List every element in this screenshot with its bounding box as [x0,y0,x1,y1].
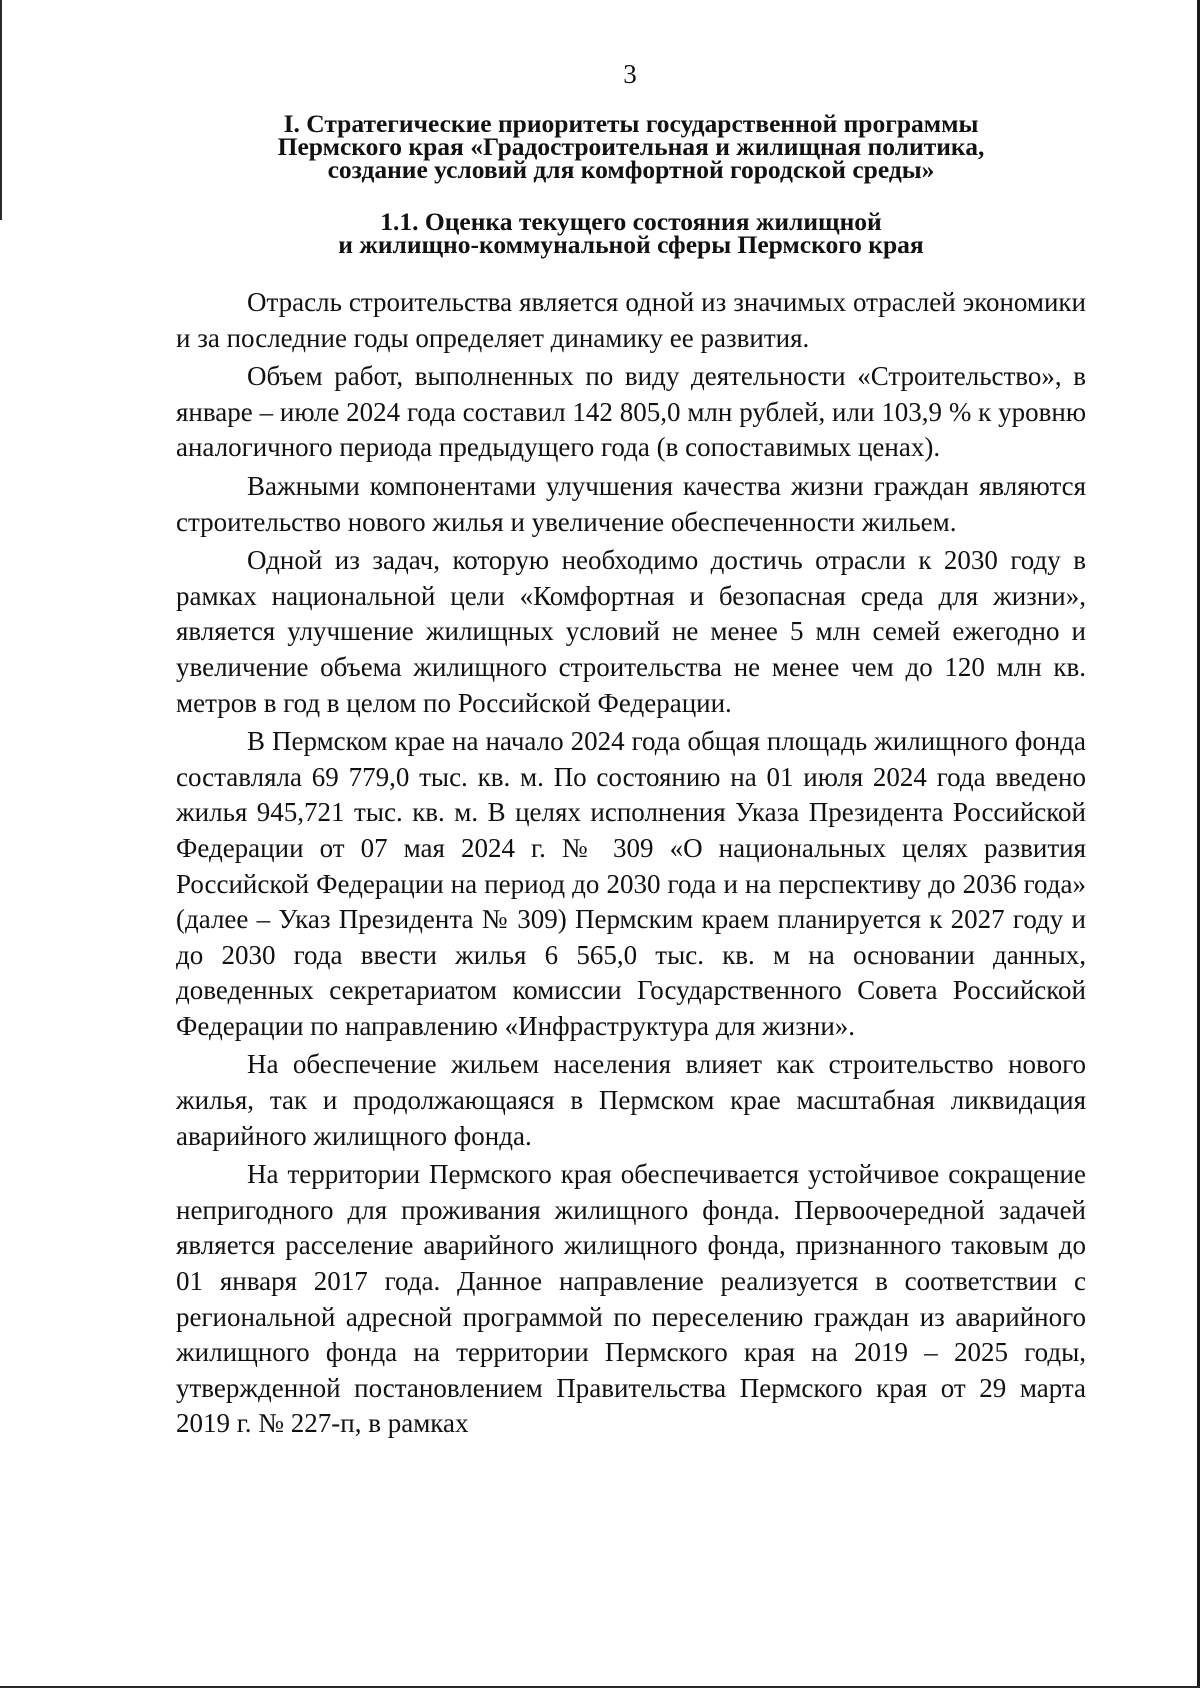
paragraph: На территории Пермского края обеспечивается устойчивое сокращение непригодного для проживания жилищного фонда. Первоочередной задачей является расселение аварийного жилищного фонда, признанного таковым до 01 января 2017 года. Данное направление реализуется в соответствии с региональной адресной программой по переселению граждан из аварийного жилищного фонда на территории Пермского края на 2019 – 2025 годы, утвержденной постановлением Правительства Пермского края от 29 марта 2019 г. № 227-п, в рамках [176,1159,1086,1439]
paragraph: Объем работ, выполненных по виду деятельности «Строительство», в январе – июле 2024 года составил 142 805,0 млн рублей, или 103,9 % к уровню аналогичного периода предыдущего года (в сопоставимых ценах). [176,361,1086,463]
body-text [176,285,1086,1442]
subsection-heading [176,207,1086,259]
scan-border-left [0,0,2,220]
headings-block [176,109,1086,259]
section-heading [176,109,1086,184]
subsection-heading-line: и жилищно-коммунальной сферы Пермского края [338,230,924,259]
page-number: 3 [623,59,637,89]
paragraph: На обеспечение жильем населения влияет как строительство нового жилья, так и продолжающаяся в Пермском крае масштабная ликвидация аварийного жилищного фонда. [176,1049,1086,1151]
paragraph: Одной из задач, которую необходимо достичь отрасли к 2030 году в рамках национальной цели «Комфортная и безопасная среда для жизни», является улучшение жилищных условий не менее 5 млн семей ежегодно и увеличение объема жилищного строительства не менее чем до 120 млн кв. метров в год в целом по Российской Федерации. [176,545,1086,718]
section-heading-line: I. Стратегические приоритеты государственной программы [283,109,979,138]
subsection-heading-line: 1.1. Оценка текущего состояния жилищной [380,207,882,236]
section-heading-line: Пермского края «Градостроительная и жилищная политика, [277,132,985,161]
section-heading-line: создание условий для комфортной городской среды» [327,155,935,184]
paragraph: В Пермском крае на начало 2024 года общая площадь жилищного фонда составляла 69 779,0 тыс. кв. м. По состоянию на 01 июля 2024 года введено жилья 945,721 тыс. кв. м. В целях исполнения Указа Президента Российской Федерации от 07 мая 2024 г. № 309 «О национальных целях развития Российской Федерации на период до 2030 года и на перспективу до 2036 года» (далее – Указ Президента № 309) Пермским краем планируется к 2027 году и до 2030 года ввести жилья 6 565,0 тыс. кв. м на основании данных, доведенных секретариатом комиссии Государственного Совета Российской Федерации по направлению «Инфраструктура для жизни». [176,726,1086,1041]
paragraph: Важными компонентами улучшения качества жизни граждан являются строительство нового жилья и увеличение обеспеченности жильем. [176,470,1086,537]
paragraph: Отрасль строительства является одной из значимых отраслей экономики и за последние годы определяет динамику ее развития. [176,287,1086,353]
